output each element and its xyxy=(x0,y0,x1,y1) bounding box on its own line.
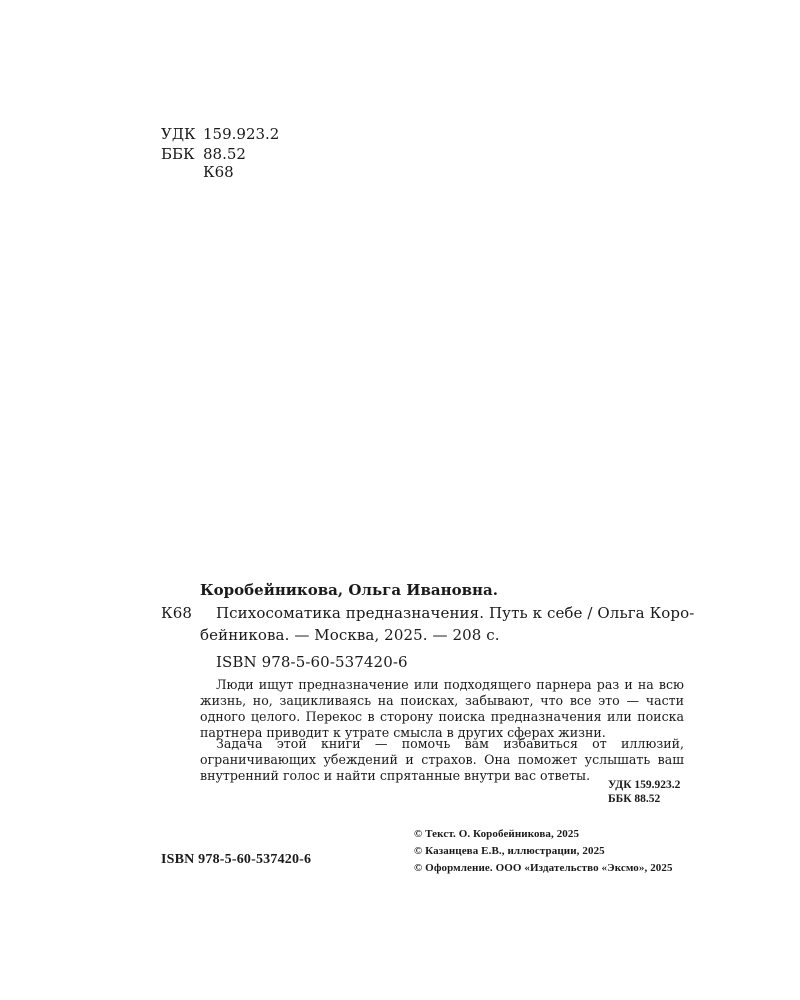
bbk-label: ББК xyxy=(161,145,195,163)
udk-line xyxy=(161,124,279,144)
annotation-paragraph-2: Задача этой книги — помочь вам избавиться от иллюзий, ограничивающих убеждений и страхов. Она поможет услышать ваш внутренний голос и найти спрятанные внутри вас ответы. xyxy=(200,736,684,783)
copyright-design: © Оформление. ООО «Издательство «Эксмо», 2025 xyxy=(414,862,673,874)
entry-isbn: ISBN 978-5-60-537420-6 xyxy=(216,653,408,671)
annotation-paragraph-1: Люди ищут предназначение или подходящего парнера раз и на всю жизнь, но, зацикливаясь на поисках, забывают, что все это — части одного целого. Перекос в сторону поиска предназначения или поиска партнера приводит к утрате смысла в других сферах жизни. xyxy=(200,677,684,740)
copyright-illustrations: © Казанцева Е.В., иллюстрации, 2025 xyxy=(414,845,605,857)
small-bbk: ББК 88.52 xyxy=(608,793,661,805)
author-mark-top: К68 xyxy=(203,163,234,181)
copyright-text: © Текст. О. Коробейникова, 2025 xyxy=(414,828,580,840)
udk-value: 159.923.2 xyxy=(203,125,280,143)
entry-author-mark: К68 xyxy=(161,604,192,622)
small-udk: УДК 159.923.2 xyxy=(608,779,681,791)
udk-label: УДК xyxy=(161,125,196,143)
entry-author: Коробейникова, Ольга Ивановна. xyxy=(200,581,498,599)
entry-title-line-1: Психосоматика предназначения. Путь к себе / Ольга Коро- xyxy=(216,604,695,622)
isbn-bottom: ISBN 978-5-60-537420-6 xyxy=(161,852,312,867)
entry-title-line-2: бейникова. — Москва, 2025. — 208 с. xyxy=(200,626,500,644)
bbk-line xyxy=(161,144,246,164)
bbk-value: 88.52 xyxy=(203,145,246,163)
